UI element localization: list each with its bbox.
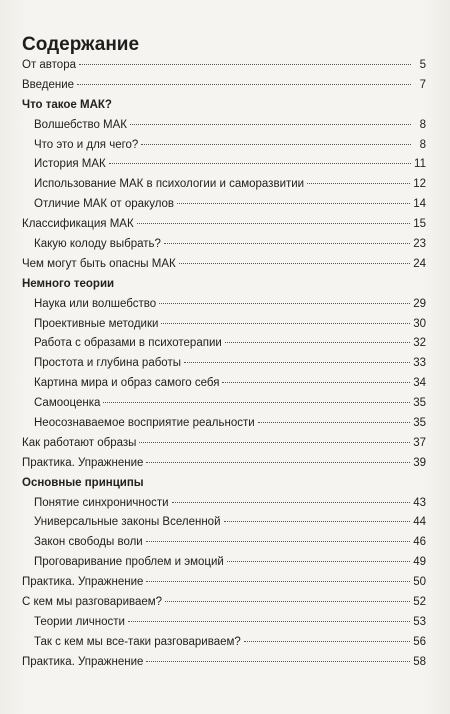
dot-leader (79, 64, 411, 65)
dot-leader (161, 323, 410, 324)
dot-leader (146, 581, 410, 582)
toc-entry (22, 56, 426, 76)
toc-entry (22, 136, 426, 156)
toc-entry-label: Что это и для чего? (34, 138, 139, 151)
toc-page-number: 58 (413, 655, 426, 668)
toc-page-number: 39 (413, 456, 426, 469)
toc-page-number: 34 (413, 377, 426, 390)
toc-page-number: 53 (413, 615, 426, 628)
toc-entry-label: Введение (22, 78, 75, 91)
toc-page-number: 44 (413, 516, 426, 529)
toc-page-number: 43 (413, 496, 426, 509)
toc-entry-label: Закон свободы воли (34, 536, 143, 549)
dot-leader (141, 144, 411, 145)
toc-entry-label: От автора (22, 59, 76, 71)
dot-leader (225, 342, 410, 343)
toc-entry (22, 553, 426, 573)
toc-page-number: 11 (414, 158, 426, 171)
toc-page-number: 7 (419, 78, 426, 91)
toc-page-number: 32 (413, 337, 426, 350)
dot-leader (177, 203, 410, 204)
toc-entry (22, 255, 426, 275)
toc-entry-label: Как работают образы (22, 436, 137, 449)
toc-entry (22, 653, 426, 673)
toc-entry-label: Работа с образами в психотерапии (34, 337, 222, 350)
toc-section-heading (22, 275, 426, 295)
toc-page-number: 12 (413, 178, 426, 191)
toc-entry (22, 155, 426, 175)
toc-page-number: 30 (413, 317, 426, 330)
toc-entry (22, 434, 426, 454)
dot-leader (179, 263, 410, 264)
toc-page-number: 56 (413, 635, 426, 648)
dot-leader (103, 402, 410, 403)
toc-entry-label: Проговаривание проблем и эмоций (34, 556, 224, 569)
dot-leader (307, 183, 410, 184)
toc-entry (22, 295, 426, 315)
toc-entry-label: Отличие МАК от оракулов (34, 198, 175, 211)
toc-page-number: 29 (413, 297, 426, 310)
dot-leader (130, 124, 411, 125)
dot-leader (146, 541, 410, 542)
dot-leader (109, 163, 411, 164)
dot-leader (224, 521, 411, 522)
toc-entry-label: История МАК (34, 158, 106, 171)
toc-entry (22, 76, 426, 96)
toc-entry-label: Так с кем мы все-таки разговариваем? (34, 635, 241, 648)
dot-leader (222, 382, 410, 383)
toc-entry (22, 454, 426, 474)
dot-leader (159, 303, 410, 304)
toc-entry (22, 354, 426, 374)
toc-entry (22, 175, 426, 195)
toc-entry-label: Самооценка (34, 397, 101, 410)
page-title: Содержание (22, 34, 140, 55)
toc-entry (22, 613, 426, 633)
toc-entry-label: Какую колоду выбрать? (34, 238, 161, 251)
toc-entry-label: Простота и глубина работы (34, 357, 181, 370)
toc-entry-label: Основные принципы (22, 476, 144, 489)
toc-page-number: 49 (413, 556, 426, 569)
dot-leader (139, 442, 410, 443)
toc-entry (22, 195, 426, 215)
toc-section-heading (22, 96, 426, 116)
toc-entry (22, 394, 426, 414)
dot-leader (77, 84, 411, 85)
toc-entry-label: Картина мира и образ самого себя (34, 377, 220, 390)
toc-entry (22, 533, 426, 553)
toc-page-number: 8 (419, 118, 426, 131)
toc-entry-label: Неосознаваемое восприятие реальности (34, 417, 255, 430)
toc-entry (22, 215, 426, 235)
toc-entry-label: Немного теории (22, 277, 115, 290)
toc-entry-label: Практика. Упражнение (22, 576, 144, 589)
toc-entry (22, 374, 426, 394)
dot-leader (128, 621, 410, 622)
dot-leader (164, 243, 410, 244)
toc-section-heading (22, 474, 426, 494)
toc-entry-label: Наука или волшебство (34, 297, 157, 310)
toc-page-number: 15 (413, 218, 426, 231)
toc-entry-label: Использование МАК в психологии и саморазвитии (34, 178, 305, 191)
toc-entry (22, 494, 426, 514)
toc-entry (22, 116, 426, 136)
toc-page-number: 33 (413, 357, 426, 370)
toc-entry-label: Теории личности (34, 615, 125, 628)
toc-entry (22, 593, 426, 613)
table-of-contents (22, 56, 426, 673)
toc-entry-label: Универсальные законы Вселенной (34, 516, 221, 529)
dot-leader (137, 223, 411, 224)
toc-entry-label: Волшебство МАК (34, 118, 128, 131)
toc-page-number: 52 (413, 596, 426, 609)
toc-entry (22, 513, 426, 533)
dot-leader (146, 661, 410, 662)
toc-entry-label: Что такое МАК? (22, 98, 112, 111)
toc-entry-label: Проективные методики (34, 317, 159, 330)
toc-page-number: 37 (413, 436, 426, 449)
toc-page-number: 35 (413, 397, 426, 410)
toc-entry (22, 633, 426, 653)
toc-page-number: 14 (413, 198, 426, 211)
dot-leader (227, 561, 410, 562)
toc-entry (22, 315, 426, 335)
toc-page-number: 50 (413, 576, 426, 589)
toc-entry-label: С кем мы разговариваем? (22, 596, 163, 609)
toc-entry-label: Классификация МАК (22, 218, 134, 231)
dot-leader (258, 422, 411, 423)
toc-entry-label: Понятие синхроничности (34, 496, 169, 509)
toc-entry (22, 334, 426, 354)
dot-leader (165, 601, 410, 602)
dot-leader (172, 502, 411, 503)
toc-entry-label: Чем могут быть опасны МАК (22, 257, 176, 270)
dot-leader (244, 641, 410, 642)
dot-leader (146, 462, 410, 463)
toc-page-number: 24 (413, 257, 426, 270)
toc-entry-label: Практика. Упражнение (22, 456, 144, 469)
toc-entry (22, 235, 426, 255)
toc-page-number: 23 (413, 238, 426, 251)
toc-page-number: 46 (413, 536, 426, 549)
toc-page-number: 5 (419, 59, 426, 71)
toc-entry (22, 573, 426, 593)
dot-leader (184, 362, 410, 363)
toc-page-number: 8 (419, 138, 426, 151)
toc-entry-label: Практика. Упражнение (22, 655, 144, 668)
toc-page-number: 35 (413, 417, 426, 430)
toc-entry (22, 414, 426, 434)
